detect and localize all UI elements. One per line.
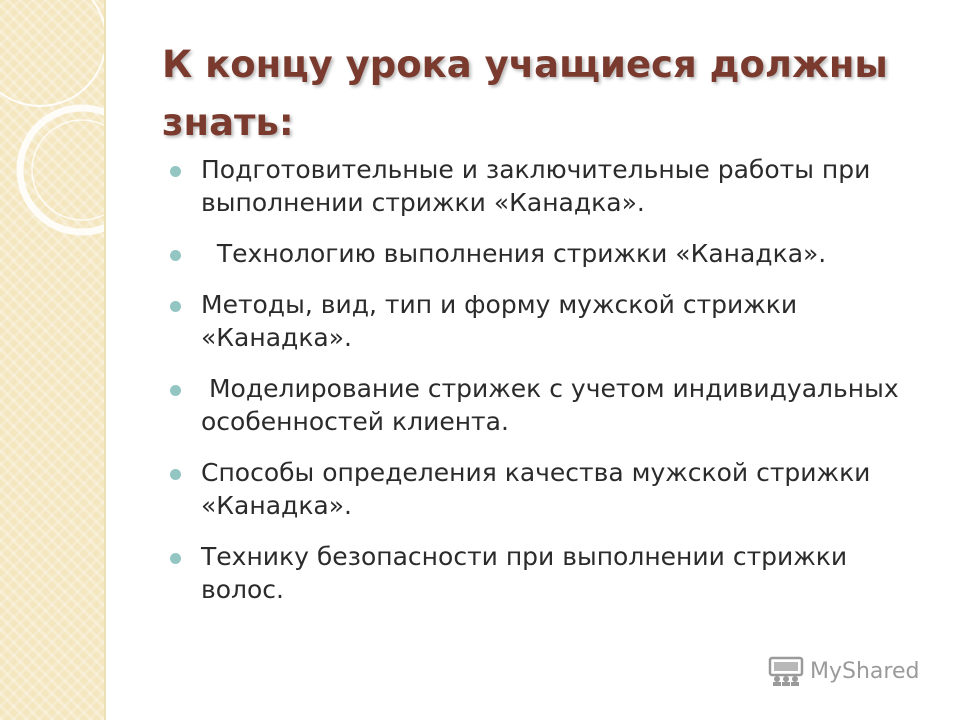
bullet-item-quality <box>170 456 930 522</box>
bullet-text: Методы, вид, тип и форму мужской стрижки «Канадка». <box>201 290 806 352</box>
decorative-circle-top <box>0 0 106 106</box>
watermark-text: MyShared <box>810 658 920 684</box>
slide-title: К концу урока учащиеся должны знать: <box>162 43 888 144</box>
bullet-item-safety <box>170 540 930 606</box>
bullet-list <box>170 153 930 624</box>
bullet-text: Технику безопасности при выполнении стрижки волос. <box>201 542 856 604</box>
bullet-item-technology <box>170 237 930 270</box>
decorative-circle-middle <box>20 108 106 232</box>
bullet-dot <box>170 301 181 312</box>
bullet-item-modeling <box>170 372 930 438</box>
bullet-dot <box>170 166 181 177</box>
classroom-icon <box>768 656 804 686</box>
bullet-item-methods <box>170 288 930 354</box>
bullet-dot <box>170 553 181 564</box>
bullet-text: Подготовительные и заключительные работы при выполнении стрижки «Канадка». <box>201 155 879 217</box>
decorative-circles <box>0 0 106 720</box>
bullet-text: Способы определения качества мужской стрижки «Канадка». <box>201 458 879 520</box>
bullet-item-preparatory <box>170 153 930 219</box>
bullet-dot <box>170 469 181 480</box>
decorative-circle-inner <box>32 120 106 220</box>
bullet-dot <box>170 385 181 396</box>
bullet-text: Моделирование стрижек с учетом индивидуальных особенностей клиента. <box>201 374 907 436</box>
bullet-dot <box>170 250 181 261</box>
watermark <box>768 656 919 686</box>
decorative-side-panel <box>0 0 106 720</box>
bullet-text: Технологию выполнения стрижки «Канадка». <box>201 239 827 268</box>
